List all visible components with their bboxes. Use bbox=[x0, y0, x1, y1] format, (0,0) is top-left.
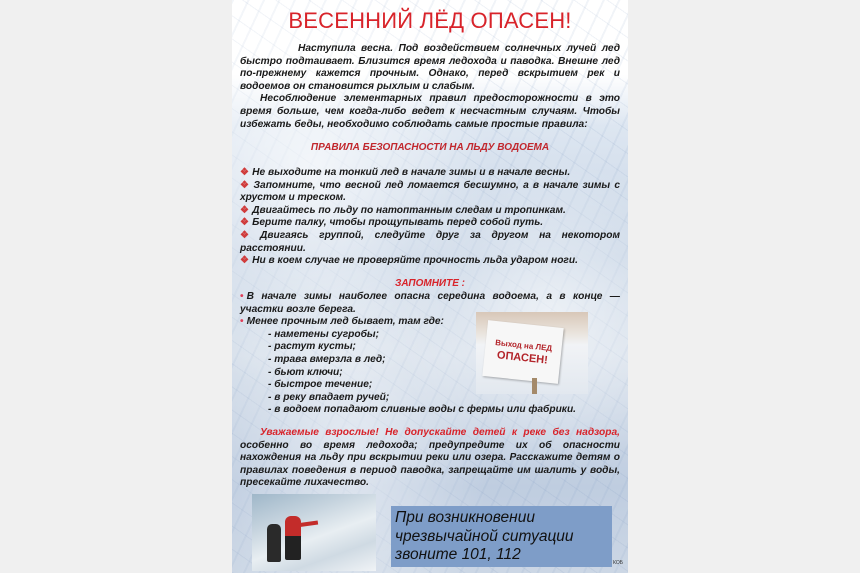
weak-ice-place: - растут кусты; bbox=[268, 341, 356, 353]
dot-bullet-icon: • bbox=[240, 291, 244, 302]
remember-item: • В начале зимы наиболее опасна середина водоема, а в конце — участки возле берега. bbox=[240, 291, 620, 315]
children-on-ice-photo bbox=[252, 494, 376, 571]
parents-warning bbox=[240, 427, 620, 490]
weak-ice-place: - наметены сугробы; bbox=[268, 328, 379, 340]
warning-sign-photo bbox=[476, 312, 588, 394]
child-figure bbox=[267, 524, 281, 562]
diamond-bullet-icon: ❖ bbox=[240, 167, 250, 178]
emergency-line-2: чрезвычайной ситуации bbox=[395, 527, 574, 545]
intro-text bbox=[240, 43, 620, 131]
remember-heading: ЗАПОМНИТЕ : bbox=[395, 278, 465, 289]
diamond-bullet-icon: ❖ bbox=[240, 255, 250, 267]
weak-ice-place: - в водоем попадают сливные воды с фермы или фабрики. bbox=[268, 404, 577, 416]
intro-paragraph-2: Несоблюдение элементарных правил предосторожности в это время больше, чем когда-либо ведет к несчастным случаям. Чтобы избежать беды, необходимо соблюдать самые простые правила: bbox=[240, 93, 620, 130]
rule-item: ❖ Запомните, что весной лед ломается бесшумно, а в начале зимы с хрустом и треском. bbox=[240, 179, 620, 204]
weak-ice-place: - бьют ключи; bbox=[268, 366, 343, 378]
rule-item: ❖ Не выходите на тонкий лед в начале зимы и в начале весны. bbox=[240, 167, 571, 178]
diamond-bullet-icon: ❖ bbox=[240, 179, 251, 191]
diamond-bullet-icon: ❖ bbox=[240, 204, 250, 216]
rule-item: ❖ Ни в коем случае не проверяйте прочность льда ударом ноги. bbox=[240, 255, 578, 267]
weak-ice-place: - трава вмерзла в лед; bbox=[268, 353, 386, 365]
sign-text-line-1: Выход на ЛЕД bbox=[494, 337, 553, 353]
rule-item: ❖ Берите палку, чтобы прощупывать перед собой путь. bbox=[240, 217, 544, 229]
warning-red-text: Уважаемые взрослые! Не допускайте детей к реке без надзора, bbox=[260, 427, 620, 438]
diamond-bullet-icon: ❖ bbox=[240, 229, 258, 241]
warning-body-text: особенно во время ледохода; предупредите их об опасности нахождения на льду при вскрытии реки или озера. Расскажите детям о правилах поведения в период паводка, запрещайте им шалить у воды, пресекайте лихачество. bbox=[240, 439, 620, 489]
rule-item: ❖ Двигаясь группой, следуйте друг за другом на некотором расстоянии. bbox=[240, 229, 620, 254]
weak-ice-place: - быстрое течение; bbox=[268, 379, 373, 391]
intro-paragraph-1: Наступила весна. Под воздействием солнечных лучей лед быстро подтаивает. Близится время ледохода и паводка. Внешне лед по-прежнему кажется прочным. Однако, перед вскрытием рек и водоемов он становится рыхлым и слабым. bbox=[240, 43, 620, 92]
poster-title: ВЕСЕННИЙ ЛЁД ОПАСЕН! bbox=[288, 8, 572, 33]
sign-board bbox=[482, 320, 563, 384]
weak-ice-place: - в реку впадает ручей; bbox=[268, 391, 390, 403]
poster bbox=[232, 0, 628, 573]
dot-bullet-icon: • bbox=[240, 316, 244, 328]
remember-item: • Менее прочным лед бывает, там где: bbox=[240, 316, 444, 328]
emergency-line-1: При возникновении bbox=[395, 509, 535, 526]
sign-post bbox=[532, 378, 537, 394]
rule-item: ❖ Двигайтесь по льду по натоптанным следам и тропинкам. bbox=[240, 204, 566, 216]
sign-text-line-2: ОПАСЕН! bbox=[496, 348, 549, 367]
rules-heading: ПРАВИЛА БЕЗОПАСНОСТИ НА ЛЬДУ ВОДОЕМА bbox=[310, 142, 550, 153]
rules-list bbox=[240, 167, 620, 268]
emergency-line-3: звоните 101, 112 bbox=[395, 546, 521, 563]
credit-mark: КОБ bbox=[613, 560, 624, 566]
diamond-bullet-icon: ❖ bbox=[240, 217, 250, 229]
emergency-call-box bbox=[391, 506, 612, 567]
